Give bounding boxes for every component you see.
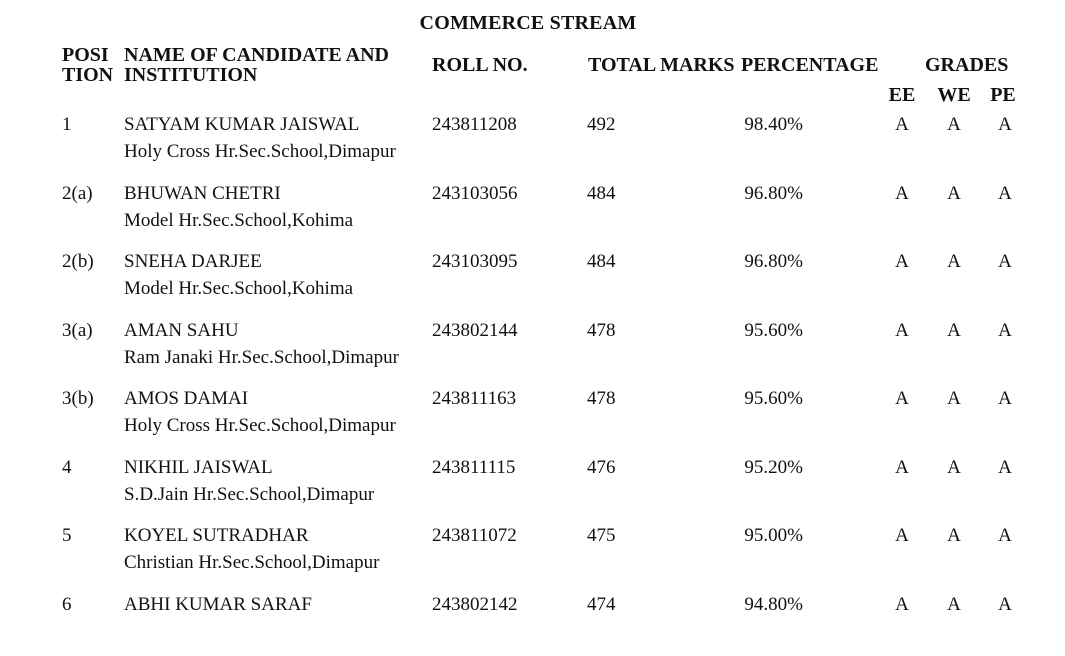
grade-we: A (947, 388, 961, 409)
institution-name: Holy Cross Hr.Sec.School,Dimapur (124, 141, 396, 162)
total-marks: 484 (587, 251, 616, 272)
percentage: 94.80% (744, 594, 803, 615)
header-position-line-1: POSI (62, 44, 109, 66)
position-cell: 6 (62, 594, 72, 615)
grade-ee: A (895, 388, 909, 409)
roll-number: 243802142 (432, 594, 518, 615)
header-grade-pe: PE (990, 84, 1016, 106)
grade-we: A (947, 594, 961, 615)
grade-pe: A (998, 388, 1012, 409)
position-cell: 2(a) (62, 183, 93, 204)
table-row (0, 251, 1065, 313)
position-cell: 5 (62, 525, 72, 546)
grade-ee: A (895, 525, 909, 546)
position-cell: 2(b) (62, 251, 94, 272)
grade-we: A (947, 251, 961, 272)
roll-number: 243811208 (432, 114, 517, 135)
grade-ee: A (895, 457, 909, 478)
percentage: 95.20% (744, 457, 803, 478)
position-cell: 3(b) (62, 388, 94, 409)
grade-pe: A (998, 457, 1012, 478)
grade-ee: A (895, 594, 909, 615)
percentage: 95.00% (744, 525, 803, 546)
roll-number: 243811115 (432, 457, 516, 478)
header-grades: GRADES (925, 54, 1009, 76)
candidate-name: ABHI KUMAR SARAF (124, 594, 312, 615)
candidate-name: AMOS DAMAI (124, 388, 249, 409)
table-row (0, 594, 1065, 656)
grade-ee: A (895, 183, 909, 204)
candidate-name: SNEHA DARJEE (124, 251, 262, 272)
roll-number: 243802144 (432, 320, 518, 341)
grade-pe: A (998, 525, 1012, 546)
total-marks: 492 (587, 114, 616, 135)
table-row (0, 457, 1065, 519)
header-grade-we: WE (937, 84, 971, 106)
roll-number: 243811072 (432, 525, 517, 546)
grade-we: A (947, 183, 961, 204)
percentage: 96.80% (744, 183, 803, 204)
position-cell: 1 (62, 114, 72, 135)
grade-ee: A (895, 251, 909, 272)
header-percentage: PERCENTAGE (741, 54, 879, 76)
percentage: 95.60% (744, 320, 803, 341)
grade-pe: A (998, 251, 1012, 272)
header-name-line-2: INSTITUTION (124, 64, 258, 86)
total-marks: 478 (587, 388, 616, 409)
header-position-line-2: TION (62, 64, 114, 86)
candidate-name: BHUWAN CHETRI (124, 183, 281, 204)
grade-we: A (947, 114, 961, 135)
grade-ee: A (895, 114, 909, 135)
header-roll: ROLL NO. (432, 54, 528, 76)
grade-pe: A (998, 114, 1012, 135)
table-row (0, 525, 1065, 587)
header-grade-ee: EE (888, 84, 916, 106)
position-cell: 3(a) (62, 320, 93, 341)
total-marks: 476 (587, 457, 616, 478)
grade-pe: A (998, 183, 1012, 204)
page-title: COMMERCE STREAM (419, 12, 637, 34)
header-total-marks: TOTAL MARKS (588, 54, 735, 76)
candidate-name: SATYAM KUMAR JAISWAL (124, 114, 360, 135)
grade-pe: A (998, 594, 1012, 615)
grade-pe: A (998, 320, 1012, 341)
table-row (0, 388, 1065, 450)
institution-name: Model Hr.Sec.School,Kohima (124, 278, 354, 299)
total-marks: 478 (587, 320, 616, 341)
roll-number: 243103056 (432, 183, 518, 204)
institution-name: Model Hr.Sec.School,Kohima (124, 210, 354, 231)
roll-number: 243103095 (432, 251, 518, 272)
total-marks: 474 (587, 594, 616, 615)
institution-name: Ram Janaki Hr.Sec.School,Dimapur (124, 347, 399, 368)
grade-we: A (947, 525, 961, 546)
position-cell: 4 (62, 457, 72, 478)
grade-we: A (947, 320, 961, 341)
percentage: 95.60% (744, 388, 803, 409)
table-row (0, 183, 1065, 245)
table-row (0, 320, 1065, 382)
roll-number: 243811163 (432, 388, 517, 409)
grade-we: A (947, 457, 961, 478)
total-marks: 484 (587, 183, 616, 204)
institution-name: Christian Hr.Sec.School,Dimapur (124, 552, 380, 573)
percentage: 98.40% (744, 114, 803, 135)
header-name (124, 45, 389, 85)
table-row (0, 114, 1065, 176)
grade-ee: A (895, 320, 909, 341)
header-position (62, 45, 113, 85)
header-name-line-1: NAME OF CANDIDATE AND (124, 44, 389, 66)
institution-name: Holy Cross Hr.Sec.School,Dimapur (124, 415, 396, 436)
percentage: 96.80% (744, 251, 803, 272)
institution-name: S.D.Jain Hr.Sec.School,Dimapur (124, 484, 375, 505)
candidate-name: KOYEL SUTRADHAR (124, 525, 309, 546)
total-marks: 475 (587, 525, 616, 546)
candidate-name: AMAN SAHU (124, 320, 239, 341)
candidate-name: NIKHIL JAISWAL (124, 457, 273, 478)
